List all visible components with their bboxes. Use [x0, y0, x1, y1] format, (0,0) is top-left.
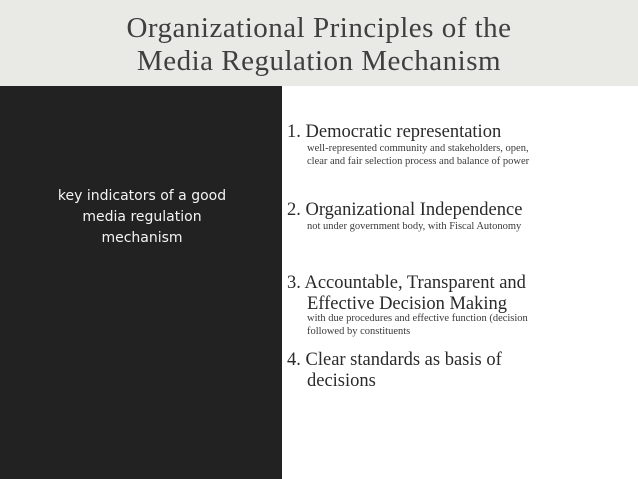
left-panel — [0, 86, 282, 479]
principle-2 — [287, 200, 633, 234]
principle-2-number: 2. — [287, 200, 301, 220]
principle-1-desc-line-2: clear and fair selection process and balance of power — [307, 155, 530, 167]
principle-2-desc-line-1: not under government body, with Fiscal Autonomy — [307, 221, 522, 232]
principle-1-desc-line-1: well-represented community and stakeholders, open, — [307, 143, 529, 154]
principle-1-number: 1. — [287, 122, 301, 142]
principle-4-heading-line-2: decisions — [307, 371, 376, 391]
principle-1 — [287, 122, 633, 168]
key-indicators-label — [14, 186, 270, 249]
principle-1-heading-text: Democratic representation — [305, 122, 502, 142]
title-band — [0, 0, 638, 86]
principle-4-number: 4. — [287, 350, 301, 370]
principle-4-heading-line-1: Clear standards as basis of — [305, 350, 502, 370]
principle-1-description — [307, 143, 633, 168]
principle-3-number: 3. — [287, 273, 301, 293]
principle-2-heading — [287, 200, 633, 221]
principle-3-desc-line-1: with due procedures and effective function (decision — [307, 313, 528, 324]
key-indicators-line-1: key indicators of a good — [57, 188, 227, 204]
principle-3-desc-line-2: followed by constituents — [307, 325, 411, 337]
slide-title — [0, 12, 638, 78]
principle-3 — [287, 273, 633, 338]
principle-2-description — [307, 221, 633, 234]
key-indicators-line-3: mechanism — [101, 230, 183, 246]
principle-3-heading-line-1: Accountable, Transparent and — [304, 273, 526, 293]
slide-title-line-1: Organizational Principles of the — [126, 12, 512, 44]
principle-3-description — [307, 313, 633, 338]
principle-4-heading — [287, 350, 633, 392]
principle-4 — [287, 350, 633, 392]
principle-1-heading — [287, 122, 633, 143]
principle-2-heading-text: Organizational Independence — [305, 200, 523, 220]
slide-title-line-2: Media Regulation Mechanism — [136, 45, 502, 77]
principle-3-heading — [287, 273, 633, 315]
key-indicators-line-2: media regulation — [82, 209, 202, 225]
principle-3-heading-line-2: Effective Decision Making — [307, 294, 508, 314]
